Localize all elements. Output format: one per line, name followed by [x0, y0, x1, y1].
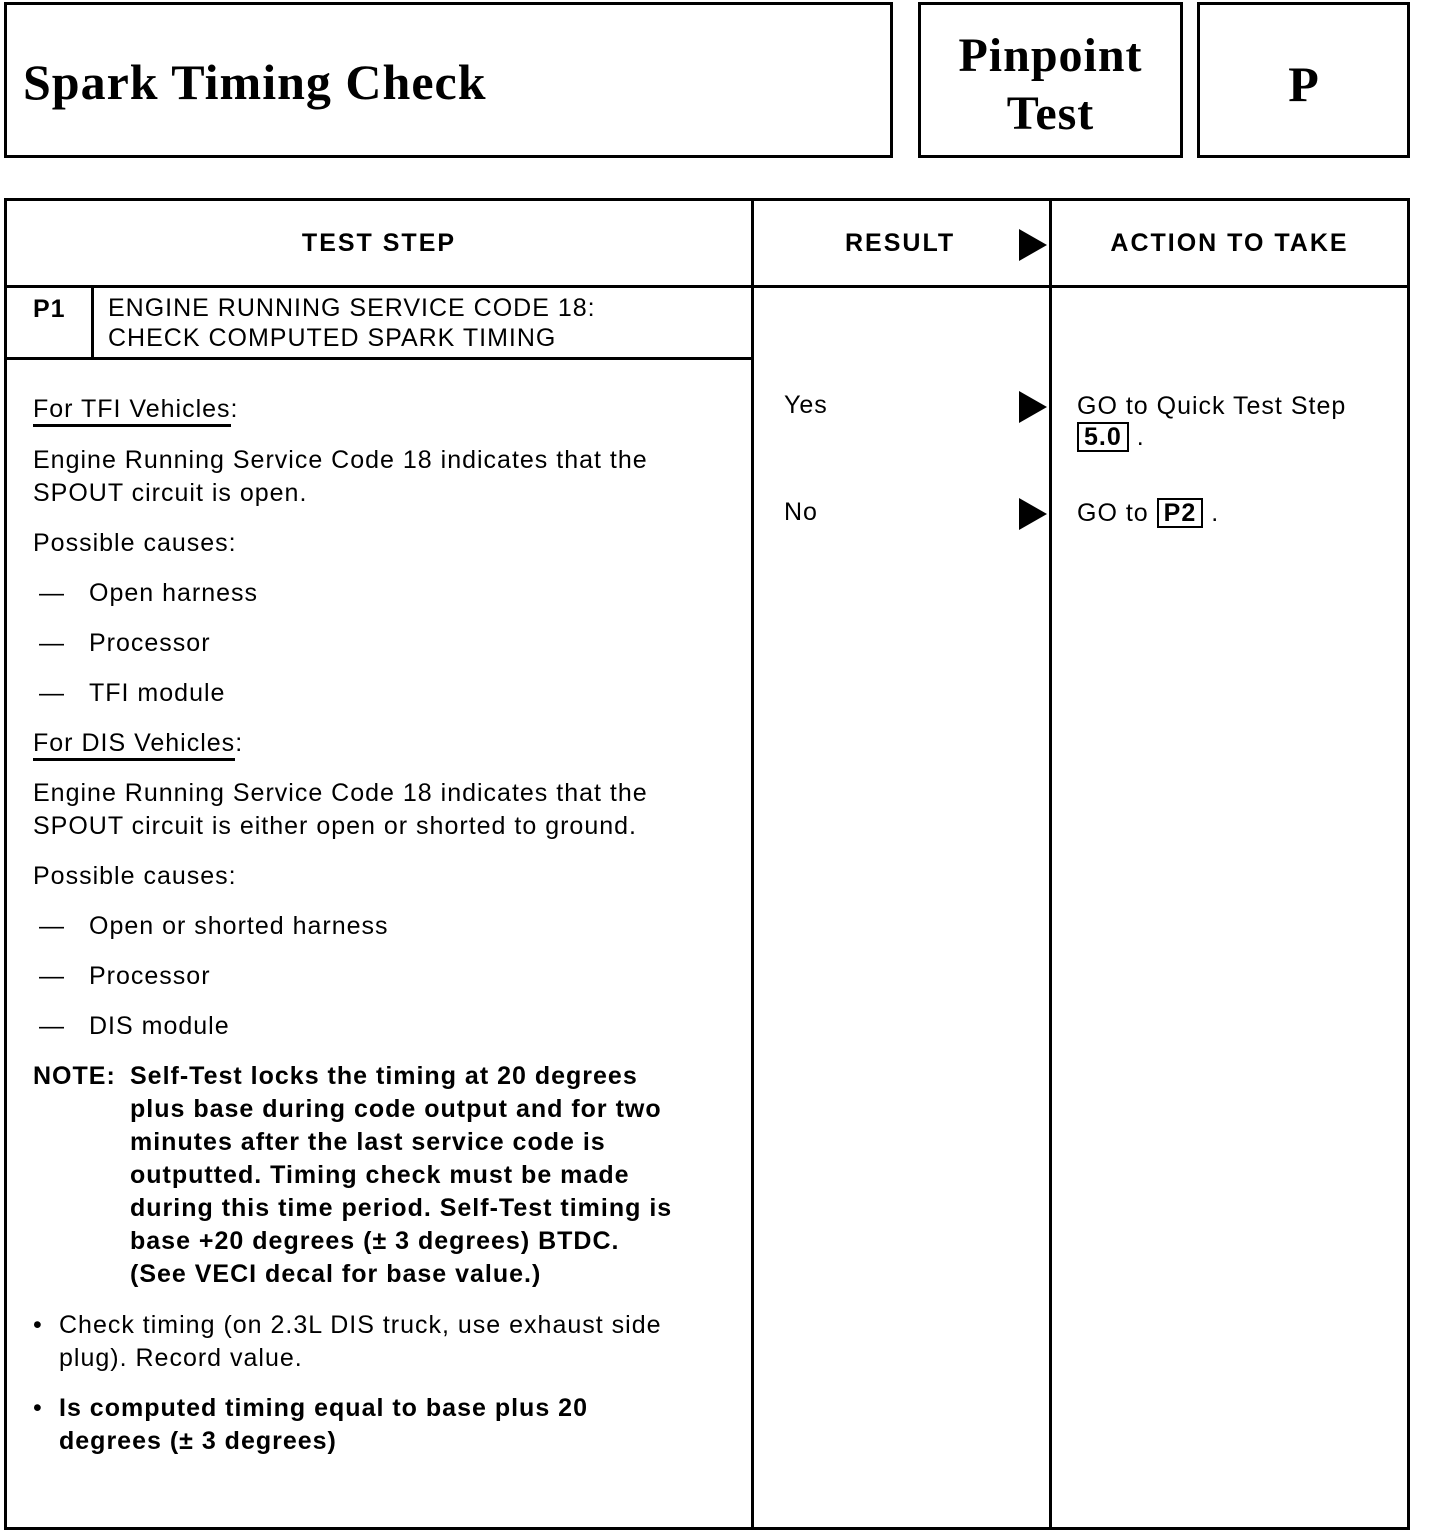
note-line-1: Self-Test locks the timing at 20 degrees	[130, 1062, 638, 1090]
title-box	[4, 2, 893, 158]
pinpoint-line2: Test	[1006, 87, 1095, 140]
note-line-7: (See VECI decal for base value.)	[130, 1260, 542, 1288]
test-letter: P	[1288, 56, 1319, 112]
action-yes-suffix: .	[1136, 423, 1145, 451]
tfi-description	[33, 444, 648, 510]
dash-icon: —	[39, 579, 65, 607]
tfi-desc-line1: Engine Running Service Code 18 indicates that the	[33, 446, 648, 474]
step-title-line2: CHECK COMPUTED SPARK TIMING	[108, 324, 557, 352]
action-no-prefix: GO to	[1077, 499, 1149, 527]
bullet-2-line2: degrees (± 3 degrees)	[59, 1427, 337, 1455]
result-yes-arrow-icon	[1019, 391, 1047, 423]
column-divider-result	[751, 201, 754, 1527]
bullet-icon: •	[33, 1311, 43, 1339]
tfi-cause-2: Processor	[89, 629, 211, 657]
dis-description	[33, 777, 648, 843]
dis-heading	[33, 727, 243, 760]
action-yes-line1: GO to Quick Test Step	[1077, 392, 1347, 420]
bullet-icon: •	[33, 1394, 43, 1422]
tfi-causes-label: Possible causes:	[33, 529, 237, 557]
note-line-3: minutes after the last service code is	[130, 1128, 606, 1156]
tfi-desc-line2: SPOUT circuit is open.	[33, 479, 308, 507]
note-text	[130, 1060, 672, 1291]
dash-icon: —	[39, 962, 65, 990]
column-divider-action	[1049, 201, 1052, 1527]
result-no: No	[784, 498, 818, 526]
tfi-heading-text: For TFI Vehicles	[33, 395, 231, 427]
pinpoint-line1: Pinpoint	[958, 29, 1143, 82]
dash-icon: —	[39, 629, 65, 657]
action-yes	[1077, 391, 1346, 453]
tfi-cause-3: TFI module	[89, 679, 226, 707]
step-title-divider	[7, 357, 751, 360]
header-action: ACTION TO TAKE	[1110, 229, 1349, 257]
step-title-line1: ENGINE RUNNING SERVICE CODE 18:	[108, 294, 596, 322]
tfi-heading-colon: :	[230, 395, 239, 423]
dis-desc-line2: SPOUT circuit is either open or shorted to ground.	[33, 812, 637, 840]
dis-heading-text: For DIS Vehicles	[33, 729, 235, 761]
bullet-check-timing	[59, 1309, 662, 1375]
result-no-arrow-icon	[1019, 498, 1047, 530]
step-title	[108, 293, 596, 353]
bullet-question	[59, 1392, 588, 1458]
note-line-4: outputted. Timing check must be made	[130, 1161, 630, 1189]
ref-step-p2[interactable]: P2	[1157, 498, 1204, 528]
note-label: NOTE:	[33, 1062, 116, 1090]
pinpoint-test-label	[921, 27, 1180, 143]
step-id: P1	[33, 295, 66, 323]
bullet-2-line1: Is computed timing equal to base plus 20	[59, 1394, 588, 1422]
header-row-divider	[7, 285, 1407, 288]
header-test-step: TEST STEP	[301, 229, 457, 257]
note-line-6: base +20 degrees (± 3 degrees) BTDC.	[130, 1227, 620, 1255]
step-id-divider	[91, 285, 94, 359]
tfi-heading	[33, 393, 239, 426]
action-no	[1077, 497, 1219, 530]
note-line-5: during this time period. Self-Test timing is	[130, 1194, 673, 1222]
header-arrow-icon	[1019, 229, 1047, 261]
test-table	[4, 198, 1410, 1530]
header-result: RESULT	[845, 229, 956, 257]
dis-cause-1: Open or shorted harness	[89, 912, 389, 940]
dash-icon: —	[39, 912, 65, 940]
dash-icon: —	[39, 679, 65, 707]
dis-cause-3: DIS module	[89, 1012, 230, 1040]
result-yes: Yes	[784, 391, 828, 419]
dis-cause-2: Processor	[89, 962, 211, 990]
dis-causes-label: Possible causes:	[33, 862, 237, 890]
bullet-1-line2: plug). Record value.	[59, 1344, 303, 1372]
pinpoint-test-box	[918, 2, 1183, 158]
action-no-suffix: .	[1211, 499, 1220, 527]
tfi-cause-1: Open harness	[89, 579, 259, 607]
test-letter-box	[1197, 2, 1410, 158]
ref-quick-test-step[interactable]: 5.0	[1077, 422, 1129, 452]
bullet-1-line1: Check timing (on 2.3L DIS truck, use exhaust side	[59, 1311, 662, 1339]
page-title: Spark Timing Check	[23, 54, 487, 110]
note-line-2: plus base during code output and for two	[130, 1095, 662, 1123]
dash-icon: —	[39, 1012, 65, 1040]
dis-heading-colon: :	[235, 729, 244, 757]
dis-desc-line1: Engine Running Service Code 18 indicates that the	[33, 779, 648, 807]
action-yes-line2	[1077, 422, 1346, 453]
